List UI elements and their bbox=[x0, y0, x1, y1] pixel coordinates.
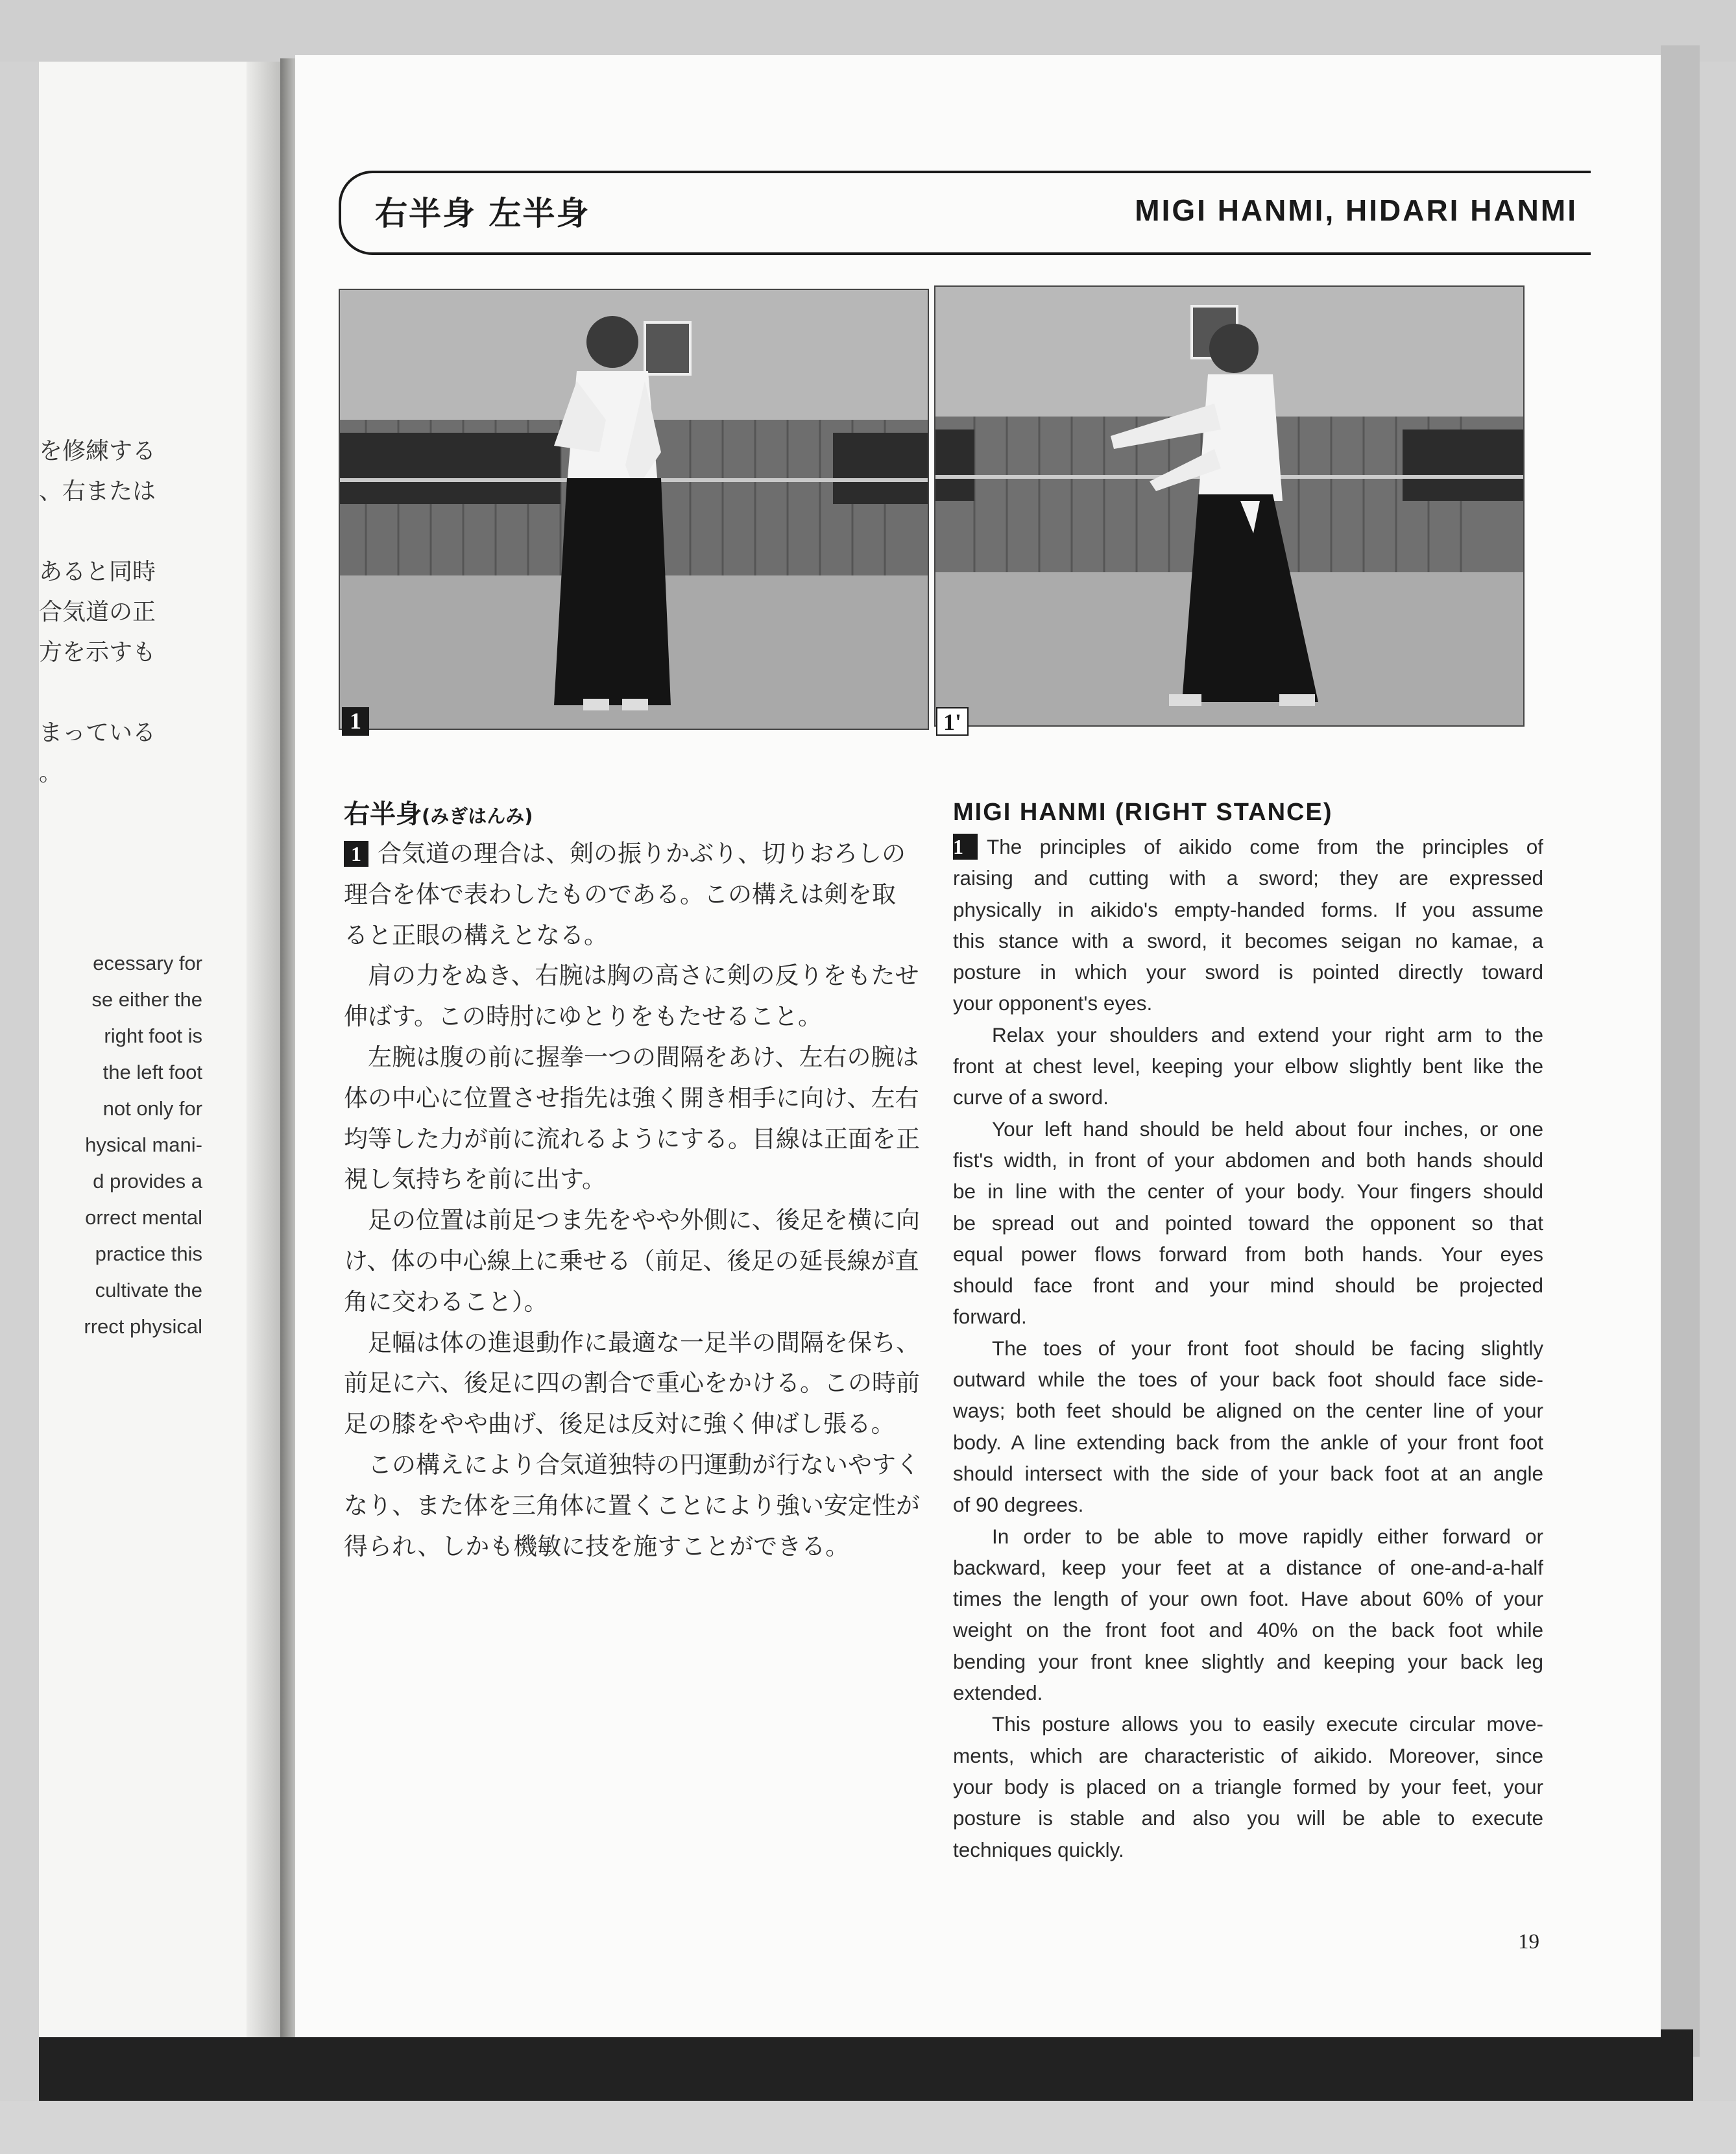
english-heading: MIGI HANMI (RIGHT STANCE) bbox=[953, 799, 1333, 826]
left-jp-line: 、右または bbox=[39, 478, 156, 505]
japanese-line-text: 合気道の理合は、剣の振りかぶり、切りおろしの bbox=[378, 840, 906, 867]
japanese-step-number: 1 bbox=[344, 841, 368, 867]
english-line: forward. bbox=[953, 1305, 1027, 1329]
left-page-japanese-fragments bbox=[39, 431, 279, 793]
photo-side-view-illustration bbox=[935, 287, 1525, 727]
english-line-text: The principles of aikido come from the principles of bbox=[987, 835, 1543, 858]
japanese-line bbox=[344, 834, 928, 875]
english-line: posture is stable and also you will be able to execute bbox=[953, 1806, 1543, 1830]
english-line: In order to be able to move rapidly either forward or bbox=[992, 1524, 1543, 1548]
japanese-heading-reading: (みぎはんみ) bbox=[422, 805, 533, 827]
left-en-line: rrect physical bbox=[84, 1315, 202, 1338]
english-line: Relax your shoulders and extend your right arm to the bbox=[992, 1023, 1543, 1047]
english-line: posture in which your sword is pointed directly toward bbox=[953, 960, 1543, 984]
english-line: front at chest level, keeping your elbow slightly bent like the bbox=[953, 1054, 1543, 1078]
japanese-line: この構えにより合気道独特の円運動が行ないやすく bbox=[344, 1450, 920, 1479]
english-line: your opponent's eyes. bbox=[953, 991, 1153, 1015]
english-line: physically in aikido's empty-handed forms. If you assume bbox=[953, 897, 1543, 921]
photo-number-1: 1 bbox=[342, 707, 369, 736]
japanese-line: 伸ばす。この時肘にゆとりをもたせること。 bbox=[344, 1002, 823, 1031]
japanese-line: 足の位置は前足つま先をやや外側に、後足を横に向 bbox=[344, 1206, 920, 1235]
japanese-text-column bbox=[344, 795, 928, 1567]
english-line: raising and cutting with a sword; they are expressed bbox=[953, 866, 1543, 890]
japanese-line: 得られ、しかも機敏に技を施すことができる。 bbox=[344, 1532, 850, 1560]
english-line: Your left hand should be held about four inches, or one bbox=[992, 1117, 1543, 1141]
english-line: ments, which are characteristic of aikido. Moreover, since bbox=[953, 1743, 1543, 1767]
left-en-line: right foot is bbox=[104, 1024, 202, 1047]
left-jp-line bbox=[39, 673, 279, 713]
left-en-line: cultivate the bbox=[95, 1279, 202, 1301]
japanese-line: 足幅は体の進退動作に最適な一足半の間隔を保ち、 bbox=[344, 1328, 920, 1357]
left-jp-line bbox=[39, 512, 279, 552]
english-line: should intersect with the side of your back foot at an angle bbox=[953, 1461, 1543, 1485]
section-header bbox=[339, 171, 1591, 255]
english-line: be in line with the center of your body. Your fingers should bbox=[953, 1180, 1543, 1204]
left-jp-line: あると同時 bbox=[39, 559, 156, 585]
japanese-heading-title: 右半身 bbox=[344, 799, 422, 829]
japanese-line: 左腕は腹の前に握拳一つの間隔をあけ、左右の腕は bbox=[344, 1043, 919, 1071]
book-bottom-edge bbox=[39, 2029, 1693, 2101]
left-jp-line: まっている bbox=[39, 720, 156, 746]
header-japanese-title: 右半身 左半身 bbox=[375, 195, 590, 232]
english-line: curve of a sword. bbox=[953, 1085, 1109, 1109]
english-line: times the length of your own foot. Have about 60% of your bbox=[953, 1587, 1543, 1611]
left-en-line: practice this bbox=[95, 1242, 202, 1265]
english-line: The toes of your front foot should be facing slightly bbox=[992, 1336, 1543, 1360]
japanese-line: 視し気持ちを前に出す。 bbox=[344, 1165, 607, 1194]
english-line: extended. bbox=[953, 1681, 1043, 1705]
left-en-line: orrect mental bbox=[85, 1206, 202, 1229]
header-english-title: MIGI HANMI, HIDARI HANMI bbox=[1135, 193, 1578, 227]
left-facing-page bbox=[39, 62, 279, 2037]
left-jp-line: 合気道の正 bbox=[39, 599, 156, 625]
english-line: ways; both feet should be aligned on the center line of your bbox=[953, 1399, 1543, 1423]
left-jp-line: 。 bbox=[39, 760, 63, 786]
left-jp-line: 方を示すも bbox=[39, 639, 156, 666]
page-number: 19 bbox=[1518, 1930, 1539, 1954]
page-gutter-shadow bbox=[247, 62, 285, 2037]
left-en-line: ecessary for bbox=[93, 952, 202, 974]
photo-side-view bbox=[934, 285, 1525, 727]
left-en-line: hysical mani- bbox=[85, 1133, 202, 1156]
english-line: outward while the toes of your back foot should face side- bbox=[953, 1368, 1543, 1392]
english-line: of 90 degrees. bbox=[953, 1493, 1084, 1517]
japanese-heading bbox=[344, 795, 928, 834]
english-line: This posture allows you to easily execute circular move- bbox=[992, 1712, 1543, 1736]
english-line: backward, keep your feet at a distance of one-and-a-half bbox=[953, 1555, 1543, 1579]
english-line: this stance with a sword, it becomes seigan no kamae, a bbox=[953, 928, 1543, 952]
left-en-line: se either the bbox=[91, 988, 202, 1011]
japanese-line: け、体の中心線上に乗せる（前足、後足の延長線が直 bbox=[344, 1246, 919, 1275]
photo-number-1-prime: 1' bbox=[936, 707, 969, 736]
japanese-line: 均等した力が前に流れるようにする。目線は正面を正 bbox=[344, 1124, 920, 1153]
japanese-line: 角に交わること）。 bbox=[344, 1287, 548, 1316]
english-line: bending your front knee slightly and keeping your back leg bbox=[953, 1649, 1543, 1673]
left-en-line: the left foot bbox=[102, 1061, 202, 1083]
scanner-background-top bbox=[0, 0, 1736, 62]
photo-front-view bbox=[339, 289, 929, 730]
japanese-line: 理合を体で表わしたものである。この構えは剣を取 bbox=[344, 880, 896, 908]
english-line: your body is placed on a triangle formed by your feet, your bbox=[953, 1774, 1543, 1798]
book-right-edge bbox=[1661, 45, 1700, 2057]
english-text-column bbox=[953, 793, 1543, 1865]
english-step-number: 1 bbox=[953, 834, 978, 860]
english-line: fist's width, in front of your abdomen and both hands should bbox=[953, 1148, 1543, 1172]
japanese-line: 前足に六、後足に四の割合で重心をかける。この時前 bbox=[344, 1369, 920, 1398]
japanese-line: なり、また体を三角体に置くことにより強い安定性が bbox=[344, 1491, 920, 1519]
book-page-right bbox=[295, 55, 1661, 2037]
english-line: weight on the front foot and 40% on the back foot while bbox=[953, 1618, 1543, 1642]
english-line: equal power flows forward from both hands. Your eyes bbox=[953, 1242, 1543, 1266]
photo-front-view-illustration bbox=[340, 290, 929, 730]
scanner-background-bottom bbox=[0, 2101, 1736, 2154]
left-jp-line: を修練する bbox=[39, 438, 156, 465]
english-line: be spread out and pointed toward the opponent so that bbox=[953, 1211, 1543, 1235]
japanese-line: 足の膝をやや曲げ、後足は反対に強く伸ばし張る。 bbox=[344, 1410, 895, 1438]
english-line: body. A line extending back from the ankle of your front foot bbox=[953, 1430, 1543, 1454]
english-line: techniques quickly. bbox=[953, 1837, 1124, 1861]
english-line: should face front and your mind should be projected bbox=[953, 1274, 1543, 1298]
japanese-line: 肩の力をぬき、右腕は胸の高さに剣の反りをもたせ bbox=[344, 962, 919, 990]
left-page-english-fragments bbox=[39, 945, 279, 1345]
japanese-line: ると正眼の構えとなる。 bbox=[344, 921, 608, 949]
left-en-line: not only for bbox=[102, 1097, 202, 1120]
japanese-line: 体の中心に位置させ指先は強く開き相手に向け、左右 bbox=[344, 1083, 919, 1112]
left-en-line: d provides a bbox=[93, 1170, 202, 1192]
english-line bbox=[953, 831, 1543, 862]
